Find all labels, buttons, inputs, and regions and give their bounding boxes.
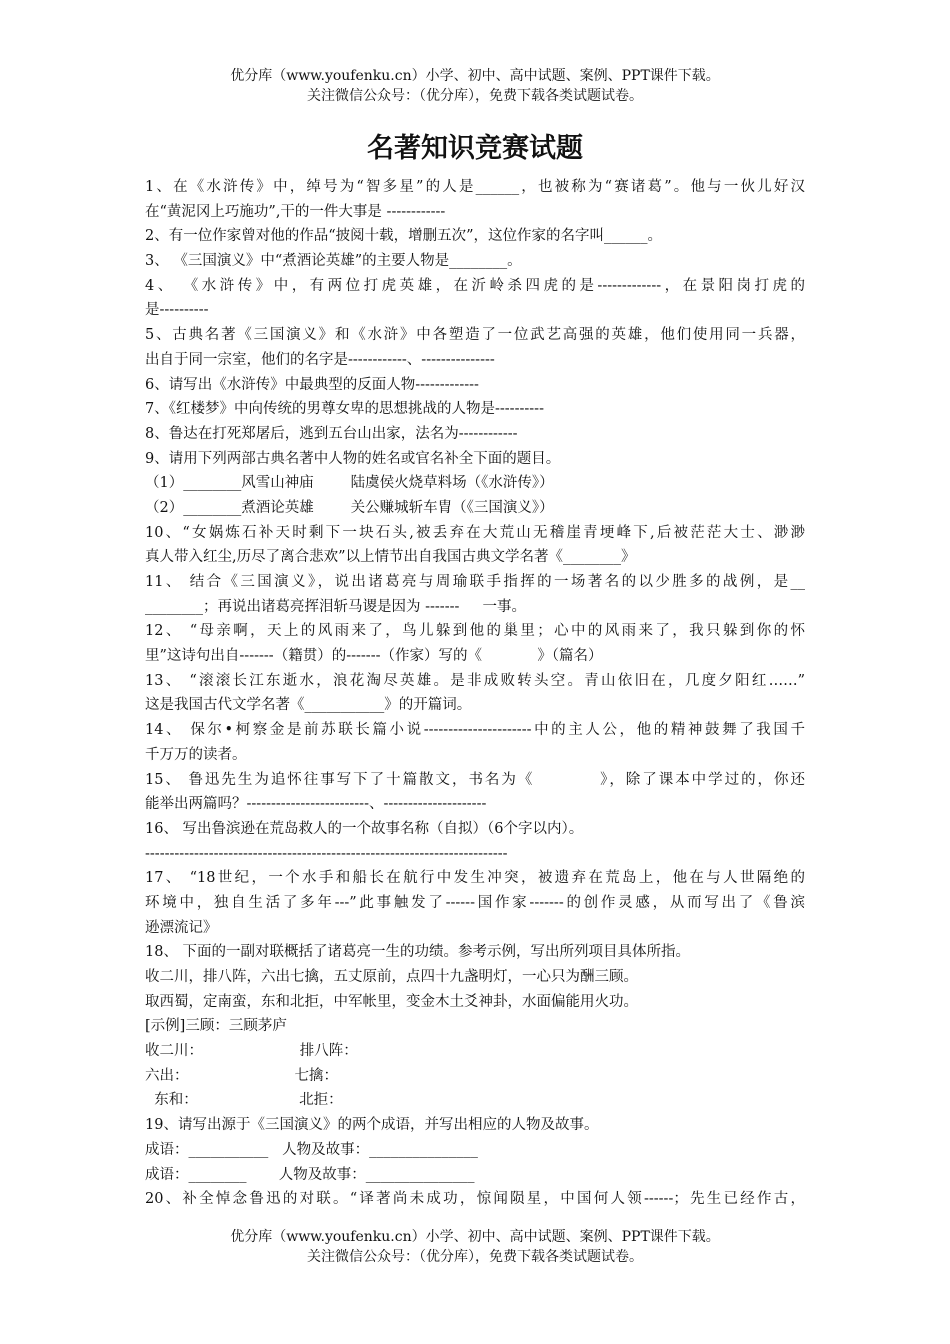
text-line: 9、请用下列两部古典名著中人物的姓名或官名补全下面的题目。: [145, 450, 561, 467]
text-line: 能举出两篇吗？-------------------------、---------------------: [145, 796, 487, 813]
text-line: 收二川，排八阵，六出七擒，五丈原前，点四十九盏明灯，一心只为酬三顾。: [145, 969, 638, 985]
text-line: 13、 “滚滚长江东逝水，浪花淘尽英雄。是非成败转头空。青山依旧在，几度夕阳红……”: [145, 672, 805, 689]
text-line: 逊漂流记》: [145, 919, 218, 936]
text-line: 环境中，独自生活了多年---”此事触发了------国作家-------的创作灵感，从而写出了《鲁滨: [145, 894, 805, 911]
text-line: 这是我国古代文学名著《___________》的开篇词。: [145, 697, 472, 714]
text-line: （2）________煮酒论英雄 关公赚城斩车胄（《三国演义》）: [145, 499, 554, 516]
text-line: 4、 《水浒传》中，有两位打虎英雄，在沂岭杀四虎的是-------------，在景阳岗打虎的: [145, 277, 805, 294]
text-line: ________；再说出诸葛亮挥泪斩马谡是因为 ------- 一事。: [145, 598, 526, 615]
text-line: 成语：________ 人物及故事：_______________: [145, 1166, 475, 1183]
text-line: 7、《红楼梦》中向传统的男尊女卑的思想挑战的人物是----------: [145, 401, 544, 418]
text-line: 15、 鲁迅先生为追怀往事写下了十篇散文，书名为《 》，除了课本中学过的，你还: [145, 771, 805, 788]
text-line: 在“黄泥冈上巧施功”,干的一件大事是 ------------: [145, 203, 446, 220]
text-line: 17、 “18世纪，一个水手和船长在航行中发生冲突，被遗弃在荒岛上，他在与人世隔绝的: [145, 870, 805, 887]
text-line: 10、“女娲炼石补天时剩下一块石头,被丢弃在大荒山无稽崖青埂峰下,后被茫茫大士、渺渺: [145, 524, 805, 541]
text-line: 8、鲁达在打死郑屠后，逃到五台山出家，法名为------------: [145, 425, 518, 442]
text-line: 14、 保尔•柯察金是前苏联长篇小说----------------------中的主人公，他的精神鼓舞了我国千: [145, 722, 805, 739]
text-line: [示例]三顾：三顾茅庐: [145, 1018, 287, 1035]
text-line: 东和： 北拒：: [145, 1092, 343, 1109]
text-line: 18、 下面的一副对联概括了诸葛亮一生的功绩。参考示例，写出所列项目具体所指。: [145, 944, 691, 961]
text-line: 真人带入红尘,历尽了离合悲欢”以上情节出自我国古典文学名著《________》: [145, 549, 636, 566]
text-line: 3、 《三国演义》中“煮酒论英雄”的主要人物是________。: [145, 253, 522, 270]
text-line: 成语：___________ 人物及故事：_______________: [145, 1141, 478, 1158]
page-header: [0, 66, 950, 106]
text-line: 20、补全悼念鲁迅的对联。“译著尚未成功，惊闻陨星，中国何人领------；先生已经作古，: [145, 1191, 805, 1208]
text-line: 1、在《水浒传》中，绰号为“智多星”的人是______，也被称为“赛诸葛”。他与一伙儿好汉: [145, 179, 805, 195]
text-line: 是----------: [145, 302, 209, 319]
text-line: 六出： 七擒：: [145, 1067, 339, 1084]
text-line: --------------------------------------------------------------------------: [145, 845, 508, 862]
text-line: 12、 “母亲啊，天上的风雨来了，鸟儿躲到他的巢里；心中的风雨来了，我只躲到你的怀: [145, 623, 805, 640]
page-title: 名著知识竞赛试题: [367, 133, 583, 164]
text-line: 千万万的读者。: [145, 746, 247, 763]
header-line-1: 优分库（www.youfenku.cn）小学、初中、高中试题、案例、PPT课件下载。: [230, 68, 720, 84]
text-line: 收二川： 排八阵：: [145, 1043, 358, 1060]
header-line-2: 关注微信公众号：（优分库），免费下载各类试题试卷。: [307, 88, 643, 104]
text-line: 取西蜀，定南蛮，东和北拒，中军帐里，变金木土爻神卦，水面偏能用火功。: [145, 993, 638, 1010]
text-line: 19、请写出源于《三国演义》的两个成语，并写出相应的人物及故事。: [145, 1117, 599, 1134]
text-line: 11、 结合《三国演义》，说出诸葛亮与周瑜联手指挥的一场著名的以少胜多的战例，是__: [145, 574, 805, 590]
text-line: 出自于同一宗室，他们的名字是------------、---------------: [145, 351, 495, 368]
question-list: [145, 175, 805, 1212]
footer-line-1: 优分库（www.youfenku.cn）小学、初中、高中试题、案例、PPT课件下载。: [230, 1229, 720, 1245]
text-line: （1）________风雪山神庙 陆虞侯火烧草料场（《水浒传》）: [145, 475, 554, 492]
text-line: 里”这诗句出自-------（籍贯）的-------（作家）写的《 》（篇名）: [145, 648, 603, 665]
page-footer: [0, 1227, 950, 1267]
text-line: 2、有一位作家曾对他的作品“披阅十载，增删五次”，这位作家的名字叫______。: [145, 228, 663, 245]
footer-line-2: 关注微信公众号：（优分库），免费下载各类试题试卷。: [307, 1249, 643, 1265]
text-line: 16、 写出鲁滨逊在荒岛救人的一个故事名称（自拟）（6个字以内）。: [145, 820, 584, 837]
text-line: 5、古典名著《三国演义》和《水浒》中各塑造了一位武艺高强的英雄，他们使用同一兵器，: [145, 327, 805, 344]
text-line: 6、请写出《水浒传》中最典型的反面人物-------------: [145, 376, 479, 393]
